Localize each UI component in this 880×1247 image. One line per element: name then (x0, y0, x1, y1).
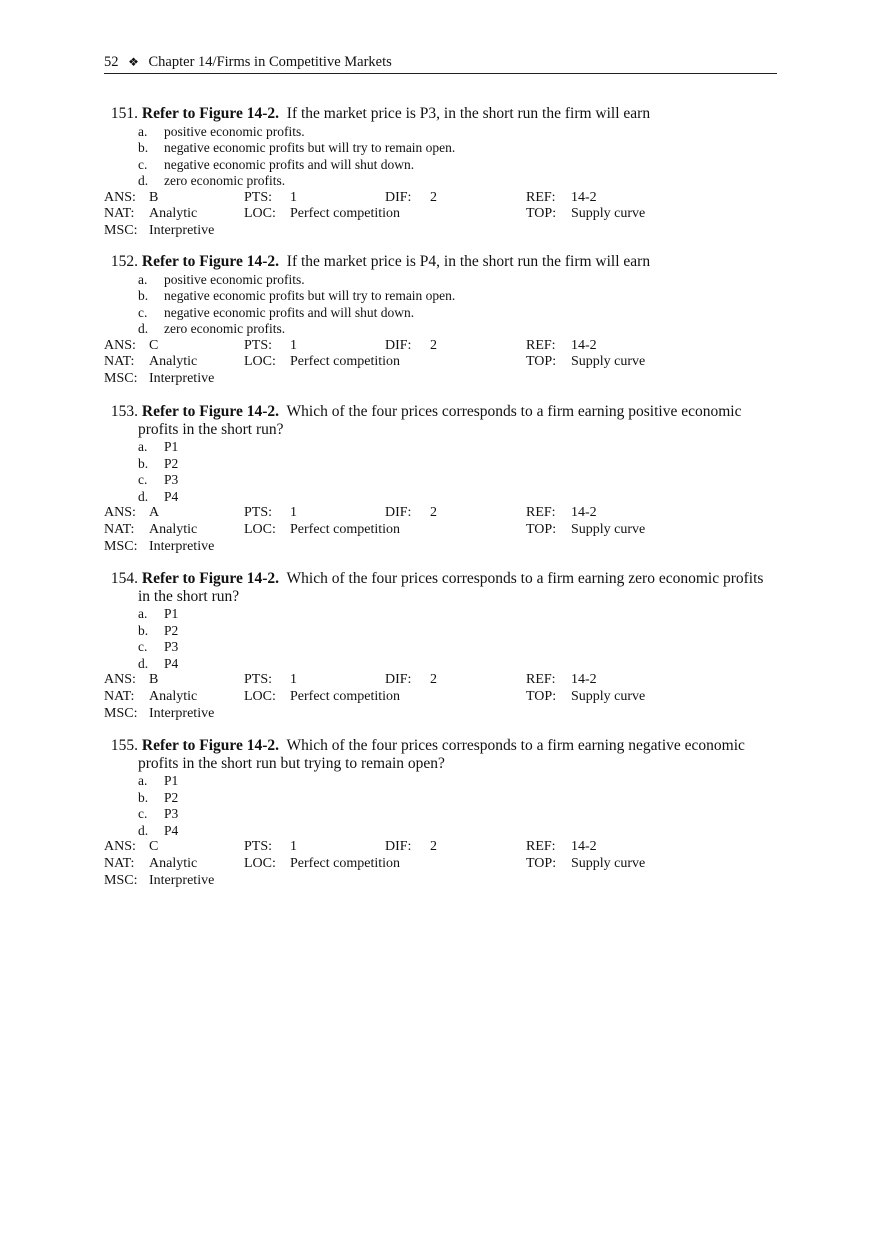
option-letter: b. (138, 455, 149, 471)
question-stem (104, 737, 784, 755)
dif-value: 2 (430, 839, 437, 855)
answer-option (104, 157, 784, 174)
ans-label: ANS: (104, 189, 136, 205)
question-text-continued: profits in the short run? (138, 420, 284, 438)
option-letter: b. (138, 622, 149, 638)
pts-value: 1 (290, 505, 297, 521)
pts-value: 1 (290, 337, 297, 353)
ref-label: REF: (526, 337, 556, 353)
loc-label: LOC: (244, 521, 276, 537)
pts-label: PTS: (244, 672, 273, 688)
top-value: Supply curve (571, 521, 646, 537)
answer-option (104, 272, 784, 289)
question-154 (104, 570, 784, 722)
answer-option (104, 656, 784, 673)
question-number: 155. (110, 737, 138, 754)
top-label: TOP: (526, 855, 557, 871)
ref-value: 14-2 (571, 672, 597, 688)
meta-row-1 (104, 839, 784, 856)
option-text: P4 (164, 488, 179, 504)
figure-reference: Refer to Figure 14-2. (141, 105, 280, 122)
pts-value: 1 (290, 839, 297, 855)
answer-option (104, 173, 784, 190)
meta-row-3 (104, 539, 784, 556)
msc-value: Interpretive (149, 371, 215, 387)
meta-row-2 (104, 522, 784, 539)
answer-option (104, 823, 784, 840)
ans-label: ANS: (104, 505, 136, 521)
answer-option (104, 489, 784, 506)
option-letter: d. (138, 488, 149, 504)
question-text-continued: in the short run? (138, 587, 240, 605)
question-stem (104, 570, 784, 588)
option-text: P2 (164, 789, 179, 805)
question-stem (104, 105, 784, 123)
option-text: P2 (164, 622, 179, 638)
top-label: TOP: (526, 521, 557, 537)
answer-option (104, 472, 784, 489)
option-letter: b. (138, 288, 149, 304)
option-letter: b. (138, 140, 149, 156)
top-label: TOP: (526, 354, 557, 370)
nat-value: Analytic (149, 206, 198, 222)
msc-value: Interpretive (149, 872, 215, 888)
answer-option (104, 124, 784, 141)
option-text: P1 (164, 773, 179, 788)
answer-option (104, 140, 784, 157)
pts-value: 1 (290, 189, 297, 205)
nat-label: NAT: (104, 206, 135, 222)
option-letter: d. (138, 655, 149, 671)
answer-options (104, 773, 784, 839)
option-text: negative economic profits and will shut down. (164, 304, 415, 320)
option-text: negative economic profits but will try to remain open. (164, 288, 456, 304)
answer-option (104, 321, 784, 338)
loc-value: Perfect competition (290, 354, 401, 370)
dif-label: DIF: (385, 839, 412, 855)
question-number: 152. (110, 253, 138, 270)
dif-label: DIF: (385, 189, 412, 205)
msc-value: Interpretive (149, 705, 215, 721)
loc-label: LOC: (244, 354, 276, 370)
answer-option (104, 639, 784, 656)
dif-label: DIF: (385, 672, 412, 688)
option-text: P4 (164, 655, 179, 671)
nat-value: Analytic (149, 521, 198, 537)
option-text: P3 (164, 472, 179, 488)
nat-value: Analytic (149, 855, 198, 871)
ref-value: 14-2 (571, 189, 597, 205)
option-letter: c. (138, 472, 148, 488)
dif-value: 2 (430, 505, 437, 521)
answer-options (104, 272, 784, 338)
pts-label: PTS: (244, 839, 273, 855)
meta-row-1 (104, 190, 784, 207)
dif-label: DIF: (385, 337, 412, 353)
option-text: P3 (164, 639, 179, 655)
question-text-continued: profits in the short run but trying to remain open? (138, 754, 445, 772)
loc-value: Perfect competition (290, 206, 401, 222)
msc-value: Interpretive (149, 538, 215, 554)
meta-row-1 (104, 338, 784, 355)
question-153 (104, 403, 784, 555)
figure-reference: Refer to Figure 14-2. (141, 737, 280, 754)
answer-option (104, 456, 784, 473)
meta-row-1 (104, 672, 784, 689)
loc-label: LOC: (244, 206, 276, 222)
meta-row-3 (104, 706, 784, 723)
meta-row-1 (104, 505, 784, 522)
ref-label: REF: (526, 839, 556, 855)
msc-label: MSC: (104, 223, 138, 239)
answer-option (104, 305, 784, 322)
option-letter: c. (138, 639, 148, 655)
option-text: zero economic profits. (164, 173, 286, 189)
option-text: P3 (164, 806, 179, 822)
nat-label: NAT: (104, 688, 135, 704)
answer-option (104, 606, 784, 623)
ans-value: C (149, 337, 159, 353)
top-value: Supply curve (571, 206, 646, 222)
nat-label: NAT: (104, 521, 135, 537)
question-151 (104, 105, 784, 240)
loc-label: LOC: (244, 688, 276, 704)
question-number: 151. (110, 105, 138, 122)
question-152 (104, 253, 784, 388)
dif-label: DIF: (385, 505, 412, 521)
option-letter: d. (138, 321, 149, 337)
option-text: P1 (164, 606, 179, 621)
pts-label: PTS: (244, 337, 273, 353)
msc-label: MSC: (104, 538, 138, 554)
dif-value: 2 (430, 337, 437, 353)
question-stem (104, 253, 784, 271)
nat-label: NAT: (104, 855, 135, 871)
option-letter: a. (138, 271, 148, 287)
ans-label: ANS: (104, 672, 136, 688)
meta-row-2 (104, 206, 784, 223)
option-letter: a. (138, 606, 148, 621)
meta-row-2 (104, 856, 784, 873)
ref-value: 14-2 (571, 337, 597, 353)
pts-value: 1 (290, 672, 297, 688)
option-text: positive economic profits. (164, 271, 305, 287)
top-label: TOP: (526, 688, 557, 704)
option-letter: d. (138, 822, 149, 838)
ans-value: B (149, 189, 159, 205)
page-number: 52 (104, 54, 119, 70)
question-text: If the market price is P4, in the short run the firm will earn (286, 253, 651, 270)
question-number: 153. (110, 403, 138, 420)
question-number: 154. (110, 570, 138, 587)
loc-label: LOC: (244, 855, 276, 871)
answer-options (104, 124, 784, 190)
option-letter: a. (138, 773, 148, 788)
option-text: P1 (164, 439, 179, 454)
option-text: zero economic profits. (164, 321, 286, 337)
option-text: P4 (164, 822, 179, 838)
option-text: P2 (164, 455, 179, 471)
ref-label: REF: (526, 672, 556, 688)
answer-option (104, 623, 784, 640)
nat-value: Analytic (149, 354, 198, 370)
option-letter: c. (138, 806, 148, 822)
figure-reference: Refer to Figure 14-2. (141, 570, 280, 587)
meta-row-3 (104, 223, 784, 240)
dif-value: 2 (430, 189, 437, 205)
page-header (104, 53, 777, 74)
answer-options (104, 606, 784, 672)
meta-row-3 (104, 371, 784, 388)
answer-option (104, 790, 784, 807)
option-letter: c. (138, 156, 148, 172)
option-letter: a. (138, 123, 148, 139)
meta-row-2 (104, 354, 784, 371)
option-text: positive economic profits. (164, 123, 305, 139)
nat-label: NAT: (104, 354, 135, 370)
answer-option (104, 806, 784, 823)
loc-value: Perfect competition (290, 521, 401, 537)
question-text: Which of the four prices corresponds to a firm earning negative economic (286, 737, 745, 754)
ref-label: REF: (526, 189, 556, 205)
msc-label: MSC: (104, 371, 138, 387)
answer-option (104, 288, 784, 305)
option-letter: b. (138, 789, 149, 805)
top-value: Supply curve (571, 354, 646, 370)
dif-value: 2 (430, 672, 437, 688)
ans-value: B (149, 672, 159, 688)
option-letter: a. (138, 439, 148, 454)
option-letter: c. (138, 304, 148, 320)
figure-reference: Refer to Figure 14-2. (141, 403, 280, 420)
top-value: Supply curve (571, 688, 646, 704)
option-letter: d. (138, 173, 149, 189)
question-text: If the market price is P3, in the short run the firm will earn (286, 105, 651, 122)
option-text: negative economic profits and will shut down. (164, 156, 415, 172)
top-label: TOP: (526, 206, 557, 222)
question-stem (104, 403, 784, 421)
figure-reference: Refer to Figure 14-2. (141, 253, 280, 270)
answer-option (104, 439, 784, 456)
ref-label: REF: (526, 505, 556, 521)
ans-value: C (149, 839, 159, 855)
msc-label: MSC: (104, 872, 138, 888)
ans-label: ANS: (104, 839, 136, 855)
pts-label: PTS: (244, 505, 273, 521)
meta-row-3 (104, 873, 784, 890)
nat-value: Analytic (149, 688, 198, 704)
meta-row-2 (104, 689, 784, 706)
chapter-title: Chapter 14/Firms in Competitive Markets (148, 54, 392, 70)
ref-value: 14-2 (571, 505, 597, 521)
answer-option (104, 773, 784, 790)
question-text: Which of the four prices corresponds to a firm earning zero economic profits (286, 570, 764, 587)
ans-value: A (149, 505, 160, 521)
msc-value: Interpretive (149, 223, 215, 239)
loc-value: Perfect competition (290, 855, 401, 871)
question-text: Which of the four prices corresponds to a firm earning positive economic (286, 403, 742, 420)
diamond-separator-icon: ❖ (128, 55, 139, 69)
top-value: Supply curve (571, 855, 646, 871)
msc-label: MSC: (104, 705, 138, 721)
option-text: negative economic profits but will try to remain open. (164, 140, 456, 156)
question-155 (104, 737, 784, 889)
ans-label: ANS: (104, 337, 136, 353)
pts-label: PTS: (244, 189, 273, 205)
ref-value: 14-2 (571, 839, 597, 855)
answer-options (104, 439, 784, 505)
loc-value: Perfect competition (290, 688, 401, 704)
